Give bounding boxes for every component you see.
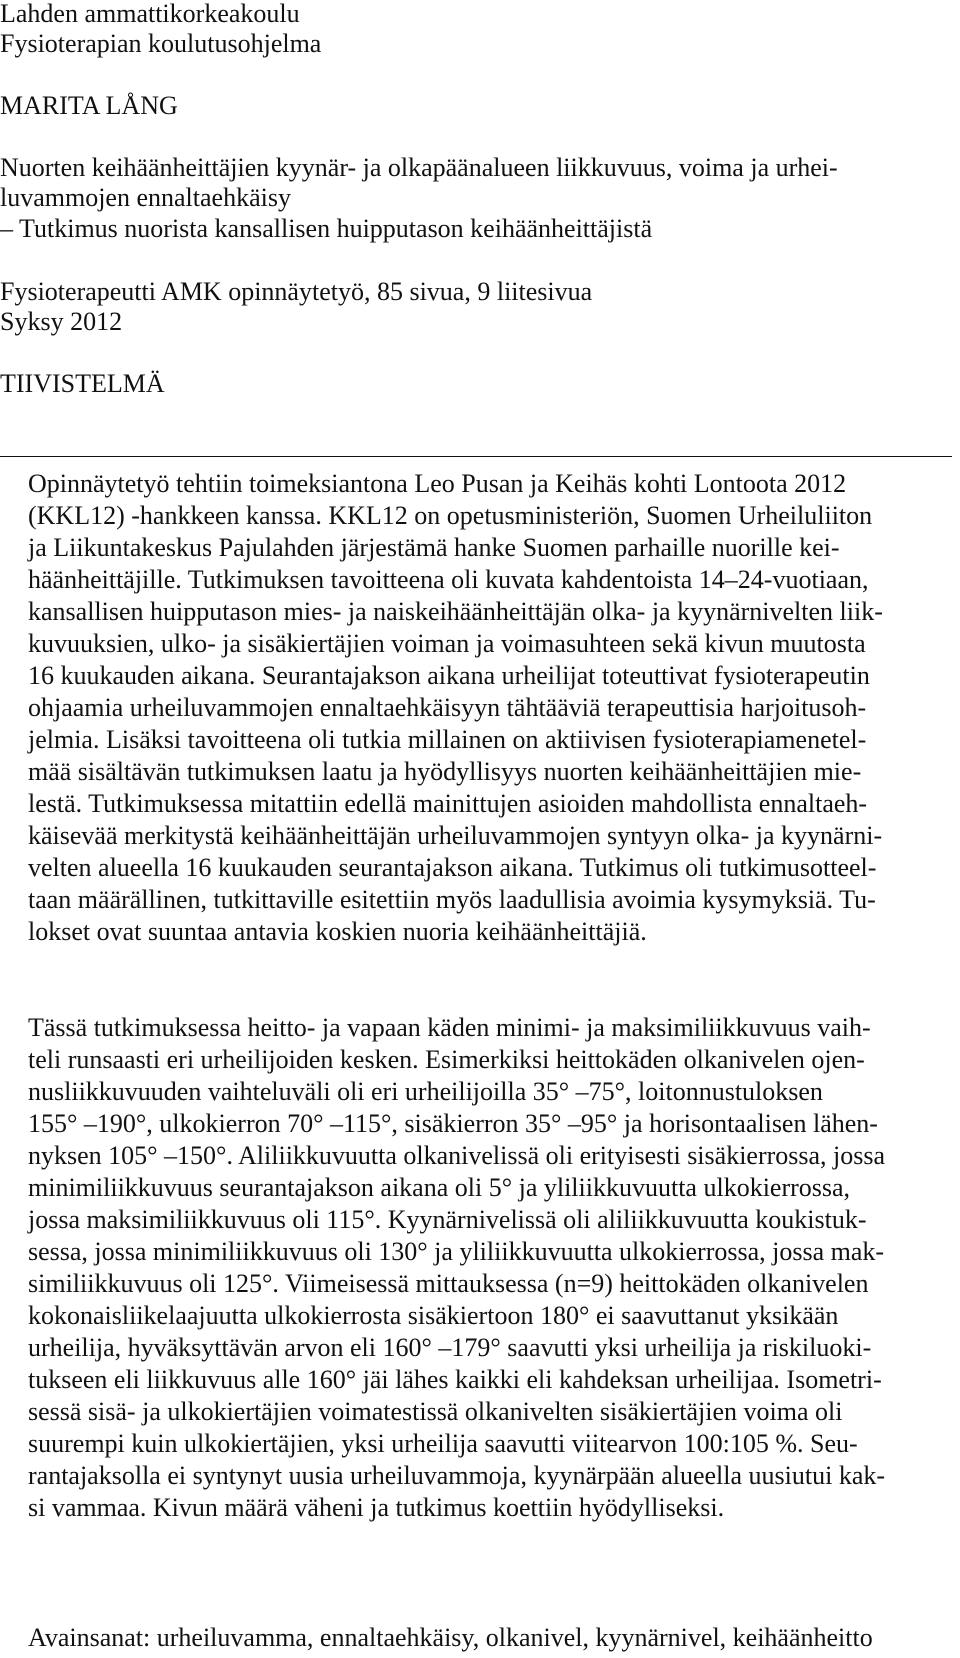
paragraph-line: Tässä tutkimuksessa heitto- ja vapaan käden minimi- ja maksimiliikkuvuus vaih- xyxy=(28,1013,871,1042)
institution-name: Lahden ammattikorkeakoulu xyxy=(0,0,300,28)
paragraph-line: lestä. Tutkimuksessa mitattiin edellä mainittujen asioiden mahdollista ennaltaeh- xyxy=(28,789,868,818)
paragraph-line: teli runsaasti eri urheilijoiden kesken. Esimerkiksi heittokäden olkanivelen ojen- xyxy=(28,1045,865,1074)
paragraph-line: similiikkuvuus oli 125°. Viimeisessä mittauksessa (n=9) heittokäden olkanivelen xyxy=(28,1269,869,1298)
paragraph-line: Opinnäytetyö tehtiin toimeksiantona Leo Pusan ja Keihäs kohti Lontoota 2012 xyxy=(28,469,847,498)
thesis-subtitle: – Tutkimus nuorista kansallisen huipputason keihäänheittäjistä xyxy=(0,214,653,243)
paragraph-line: nusliikkuvuuden vaihteluväli oli eri urheilijoilla 35° –75°, loitonnustuloksen xyxy=(28,1077,823,1106)
paragraph-line: suurempi kuin ulkokiertäjien, yksi urheilija saavutti viitearvon 100:105 %. Seu- xyxy=(28,1429,858,1458)
paragraph-line: kokonaisliikelaajuutta ulkokierrosta sisäkiertoon 180° ei saavuttanut yksikään xyxy=(28,1301,839,1330)
keywords: Avainsanat: urheiluvamma, ennaltaehkäisy, olkanivel, kyynärnivel, keihäänheitto xyxy=(28,1623,873,1652)
paragraph-line: ohjaamia urheiluvammojen ennaltaehkäisyyn tähtääviä terapeuttisia harjoitusoh- xyxy=(28,693,867,722)
paragraph-line: lokset ovat suuntaa antavia koskien nuoria keihäänheittäjiä. xyxy=(28,917,647,946)
paragraph-line: tukseen eli liikkuvuus alle 160° jäi lähes kaikki eli kahdeksan urheilijaa. Isometri- xyxy=(28,1365,882,1394)
paragraph-line: kuvuuksien, ulko- ja sisäkiertäjien voiman ja voimasuhteen sekä kivun muutosta xyxy=(28,629,866,658)
paragraph-line: mää sisältävän tutkimuksen laatu ja hyödyllisyys nuorten keihäänheittäjien mie- xyxy=(28,757,862,786)
paragraph-line: minimiliikkuvuus seurantajakson aikana oli 5° ja yliliikkuvuutta ulkokierrossa, xyxy=(28,1173,851,1202)
paragraph-line: sessa, jossa minimiliikkuvuus oli 130° ja yliliikkuvuutta ulkokierrossa, jossa mak- xyxy=(28,1237,885,1266)
paragraph-line: jossa maksimiliikkuvuus oli 115°. Kyynärnivelissä oli aliliikkuvuutta koukistuk- xyxy=(28,1205,867,1234)
paragraph-line: käisevää merkitystä keihäänheittäjän urheiluvammojen syntyyn olka- ja kyynärni- xyxy=(28,821,883,850)
paragraph-line: ja Liikuntakeskus Pajulahden järjestämä hanke Suomen parhaille nuorille kei- xyxy=(28,533,840,562)
paragraph-line: (KKL12) -hankkeen kanssa. KKL12 on opetusministeriön, Suomen Urheiluliiton xyxy=(28,501,873,530)
divider-rule xyxy=(0,456,952,457)
paragraph-line: urheilija, hyväksyttävän arvon eli 160° –179° saavutti yksi urheilija ja riskiluoki- xyxy=(28,1333,872,1362)
paragraph-line: 16 kuukauden aikana. Seurantajakson aikana urheilijat toteuttivat fysioterapeutin xyxy=(28,661,870,690)
thesis-title-line-1: Nuorten keihäänheittäjien kyynär- ja olkapäänalueen liikkuvuus, voima ja urhei- xyxy=(0,153,838,182)
paragraph-line: si vammaa. Kivun määrä väheni ja tutkimus koettiin hyödylliseksi. xyxy=(28,1493,725,1522)
paragraph-line: rantajaksolla ei syntynyt uusia urheiluvammoja, kyynärpään alueella uusiutui kak- xyxy=(28,1461,886,1490)
thesis-title-line-2: luvammojen ennaltaehkäisy xyxy=(0,183,291,212)
paragraph-line: sessä sisä- ja ulkokiertäjien voimatestissä olkanivelten sisäkiertäjien voima oli xyxy=(28,1397,843,1426)
section-heading: TIIVISTELMÄ xyxy=(0,369,165,398)
thesis-info: Fysioterapeutti AMK opinnäytetyö, 85 sivua, 9 liitesivua xyxy=(0,277,593,306)
term: Syksy 2012 xyxy=(0,307,123,336)
paragraph-line: velten alueella 16 kuukauden seurantajakson aikana. Tutkimus oli tutkimusotteel- xyxy=(28,853,877,882)
paragraph-line: nyksen 105° –150°. Aliliikkuvuutta olkanivelissä oli erityisesti sisäkierrossa, jossa xyxy=(28,1141,886,1170)
programme-name: Fysioterapian koulutusohjelma xyxy=(0,29,322,58)
paragraph-line: taan määrällinen, tutkittaville esitettiin myös laadullisia avoimia kysymyksiä. Tu- xyxy=(28,885,876,914)
author-name: MARITA LÅNG xyxy=(0,91,178,120)
paragraph-line: 155° –190°, ulkokierron 70° –115°, sisäkierron 35° –95° ja horisontaalisen lähen- xyxy=(28,1109,878,1138)
paragraph-line: häänheittäjille. Tutkimuksen tavoitteena oli kuvata kahdentoista 14–24-vuotiaan, xyxy=(28,565,869,594)
paragraph-line: kansallisen huipputason mies- ja naiskeihäänheittäjän olka- ja kyynärnivelten liik- xyxy=(28,597,883,626)
paragraph-line: jelmia. Lisäksi tavoitteena oli tutkia millainen on aktiivisen fysioterapiamenetel- xyxy=(28,725,867,754)
